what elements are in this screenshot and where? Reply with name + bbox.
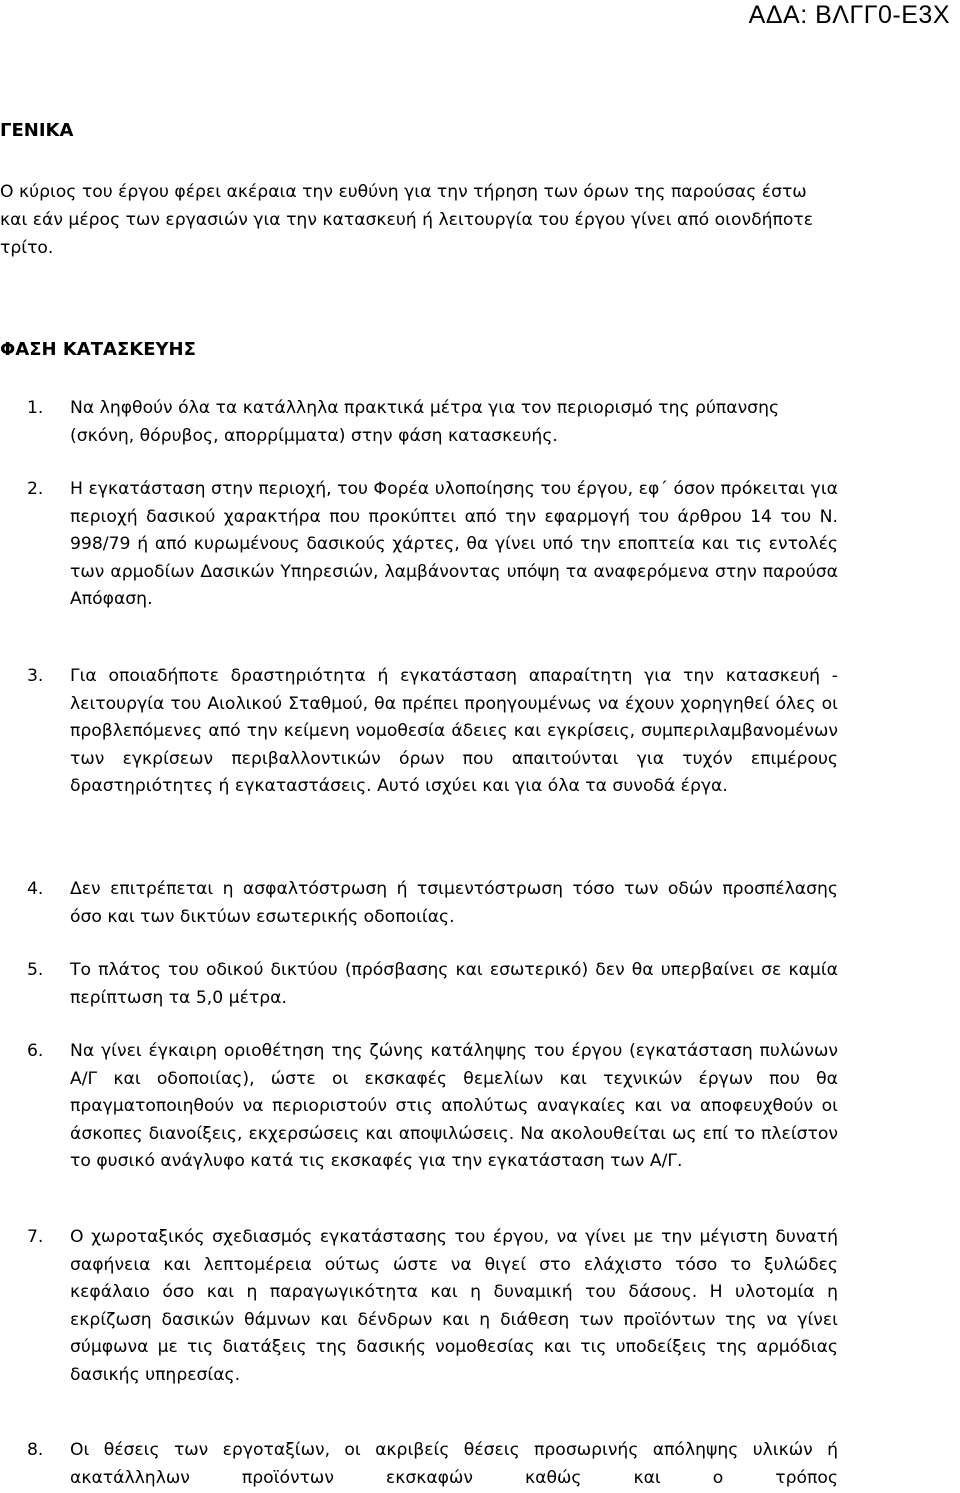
list-item-3: [0, 663, 840, 801]
list-item-number: 6.: [27, 1041, 44, 1061]
list-item-number: 8.: [27, 1440, 44, 1460]
list-item-text: Να ληφθούν όλα τα κατάλληλα πρακτικά μέτρα για τον περιορισμό της ρύπανσης (σκόνη, θόρυβος, απορρίμματα) στην φάση κατασκευής.: [70, 398, 780, 446]
ada-code: ΑΔΑ: ΒΛΓΓ0-Ε3Χ: [748, 1, 950, 29]
list-item-text: Ο χωροταξικός σχεδιασμός εγκατάστασης του έργου, να γίνει με την μέγιστη δυνατή σαφήνεια και λεπτομέρεια ούτως ώστε να θιγεί στο ελάχιστο τόσο το ξυλώδες κεφάλαιο όσο και η παραγωγικότητα και η δυναμική του δάσους. Η υλοτομία η εκρίζωση δασικών θάμνων και δένδρων και η διάθεση των προϊόντων της να γίνει σύμφωνα με τις διατάξεις της δασικής νομοθεσίας και τις υποδείξεις της αρμόδιας δασικής υπηρεσίας.: [70, 1227, 838, 1385]
list-item-4: [0, 876, 840, 931]
list-item-text: Δεν επιτρέπεται η ασφαλτόστρωση ή τσιμεντόστρωση τόσο των οδών προσπέλασης όσο και των δικτύων εσωτερικής οδοποιίας.: [70, 879, 838, 927]
list-item-text: Για οποιαδήποτε δραστηριότητα ή εγκατάσταση απαραίτητη για την κατασκευή - λειτουργία του Αιολικού Σταθμού, θα πρέπει προηγουμένως να έχουν χορηγηθεί όλες οι προβλεπόμενες από την κείμενη νομοθεσία άδειες και εγκρίσεις, συμπεριλαμβανομένων των εγκρίσεων περιβαλλοντικών όρων που απαιτούνται για τυχόν επιμέρους δραστηριότητες ή εγκαταστάσεις. Αυτό ισχύει και για όλα τα συνοδά έργα.: [70, 666, 838, 797]
list-item-2: [0, 476, 840, 614]
list-item-text: Η εγκατάσταση στην περιοχή, του Φορέα υλοποίησης του έργου, εφ΄ όσον πρόκειται για περιοχή δασικού χαρακτήρα που προκύπτει από την εφαρμογή του άρθρου 14 του Ν. 998/79 ή από κυρωμένους δασικούς χάρτες, θα γίνει υπό την εποπτεία και τις εντολές των αρμοδίων Δασικών Υπηρεσιών, λαμβάνοντας υπόψη τα αναφερόμενα στην παρούσα Απόφαση.: [70, 479, 838, 610]
list-item-number: 3.: [27, 666, 44, 686]
list-item-number: 4.: [27, 879, 44, 899]
list-item-text: Να γίνει έγκαιρη οριοθέτηση της ζώνης κατάληψης του έργου (εγκατάσταση πυλώνων Α/Γ και οδοποιίας), ώστε οι εκσκαφές θεμελίων και τεχνικών έργων που θα πραγματοποιηθούν να περιοριστούν στις απολύτως αναγκαίες και να αποφευχθούν οι άσκοπες διανοίξεις, εκχερσώσεις και αποψιλώσεις. Να ακολουθείται ως επί το πλείστον το φυσικό ανάγλυφο κατά τις εκσκαφές για την εγκατάσταση των Α/Γ.: [70, 1041, 838, 1172]
list-item-text: Το πλάτος του οδικού δικτύου (πρόσβασης και εσωτερικό) δεν θα υπερβαίνει σε καμία περίπτωση τα 5,0 μέτρα.: [70, 960, 838, 1008]
section-title-construction: ΦΑΣΗ ΚΑΤΑΣΚΕΥΗΣ: [0, 339, 196, 360]
general-paragraph: Ο κύριος του έργου φέρει ακέραια την ευθύνη για την τήρηση των όρων της παρούσας έστω και εάν μέρος των εργασιών για την κατασκευή ή λειτουργία του έργου γίνει από οιονδήποτε τρίτο.: [0, 182, 814, 258]
list-item-6: [0, 1038, 840, 1176]
list-item-number: 1.: [27, 398, 44, 418]
list-item-1: [0, 395, 840, 450]
list-item-8: [0, 1437, 840, 1492]
section-title-general: ΓΕΝΙΚΑ: [0, 120, 74, 141]
list-item-number: 5.: [27, 960, 44, 980]
list-item-number: 7.: [27, 1227, 44, 1247]
list-item-5: [0, 957, 840, 1012]
list-item-number: 2.: [27, 479, 44, 499]
list-item-7: [0, 1224, 840, 1390]
list-item-text: Οι θέσεις των εργοταξίων, οι ακριβείς θέσεις προσωρινής απόληψης υλικών ή ακατάλληλων προϊόντων εκσκαφών καθώς και ο τρόπος: [70, 1440, 838, 1488]
